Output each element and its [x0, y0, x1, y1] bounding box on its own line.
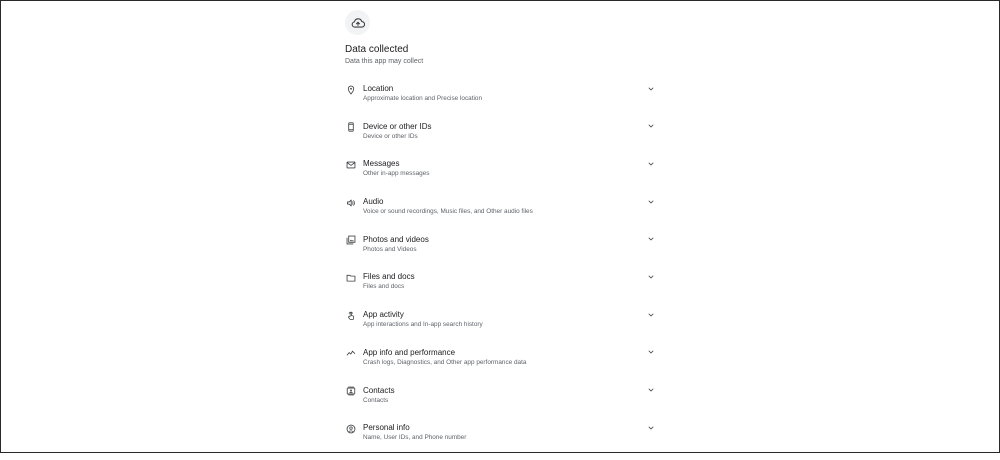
row-text: [363, 121, 633, 142]
row-description: Device or other IDs: [363, 132, 418, 140]
location-pin-icon: [345, 84, 356, 95]
data-type-row-photos-and-videos[interactable]: [345, 234, 657, 272]
envelope-icon: [345, 159, 356, 170]
chevron-down-icon[interactable]: [646, 310, 655, 319]
data-type-row-location[interactable]: [345, 83, 657, 121]
row-text: [363, 234, 633, 255]
row-text: [363, 271, 633, 292]
data-type-row-app-activity[interactable]: [345, 309, 657, 347]
row-label: Photos and videos: [363, 234, 429, 244]
row-text: [363, 196, 633, 217]
touch-hand-icon: [345, 310, 356, 321]
contacts-card-icon: [345, 386, 356, 397]
chevron-down-icon[interactable]: [646, 159, 655, 168]
data-collected-section: [345, 10, 657, 67]
chevron-down-icon[interactable]: [646, 386, 655, 395]
row-label: App activity: [363, 310, 404, 320]
cloud-upload-icon: [345, 10, 370, 35]
row-text: [363, 309, 633, 330]
account-circle-icon: [345, 423, 356, 434]
section-subtitle: Data this app may collect: [345, 58, 424, 65]
row-text: [363, 347, 633, 368]
row-label: App info and performance: [363, 347, 456, 357]
section-title: Data collected: [345, 44, 409, 55]
performance-chart-icon: [345, 348, 356, 359]
chevron-down-icon[interactable]: [646, 197, 655, 206]
row-label: Device or other IDs: [363, 121, 432, 131]
row-label: Messages: [363, 159, 400, 169]
folder-icon: [345, 272, 356, 283]
chevron-down-icon[interactable]: [646, 348, 655, 357]
speaker-icon: [345, 197, 356, 208]
chevron-down-icon[interactable]: [646, 122, 655, 131]
row-description: Other in-app messages: [363, 170, 430, 178]
row-description: Approximate location and Precise location: [363, 95, 483, 102]
row-label: Personal info: [363, 423, 410, 433]
row-label: Audio: [363, 197, 384, 207]
photo-library-icon: [345, 235, 356, 246]
chevron-down-icon[interactable]: [646, 235, 655, 244]
data-type-row-app-info-and-performance[interactable]: [345, 347, 657, 385]
data-type-row-audio[interactable]: [345, 196, 657, 234]
row-text: [363, 385, 633, 406]
data-type-row-messages[interactable]: [345, 158, 657, 196]
data-type-row-contacts[interactable]: [345, 385, 657, 423]
row-label: Contacts: [363, 385, 395, 395]
row-label: Location: [363, 84, 394, 93]
data-type-row-device-or-other-ids[interactable]: [345, 121, 657, 159]
device-phone-icon: [345, 122, 356, 133]
row-text: [363, 83, 633, 104]
row-description: App interactions and In-app search history: [363, 321, 483, 329]
chevron-down-icon[interactable]: [646, 84, 655, 93]
data-type-row-files-and-docs[interactable]: [345, 271, 657, 309]
row-description: Name, User IDs, and Phone number: [363, 434, 467, 442]
data-type-list: [345, 83, 657, 460]
chevron-down-icon[interactable]: [646, 423, 655, 432]
row-text: [363, 422, 633, 443]
row-description: Contacts: [363, 396, 389, 404]
data-type-row-personal-info[interactable]: [345, 422, 657, 460]
row-label: Files and docs: [363, 272, 415, 282]
row-description: Photos and Videos: [363, 245, 417, 253]
row-text: [363, 158, 633, 179]
chevron-down-icon[interactable]: [646, 272, 655, 281]
row-description: Voice or sound recordings, Music files, and Other audio files: [363, 208, 533, 216]
row-description: Files and docs: [363, 283, 405, 291]
row-description: Crash logs, Diagnostics, and Other app performance data: [363, 358, 527, 366]
